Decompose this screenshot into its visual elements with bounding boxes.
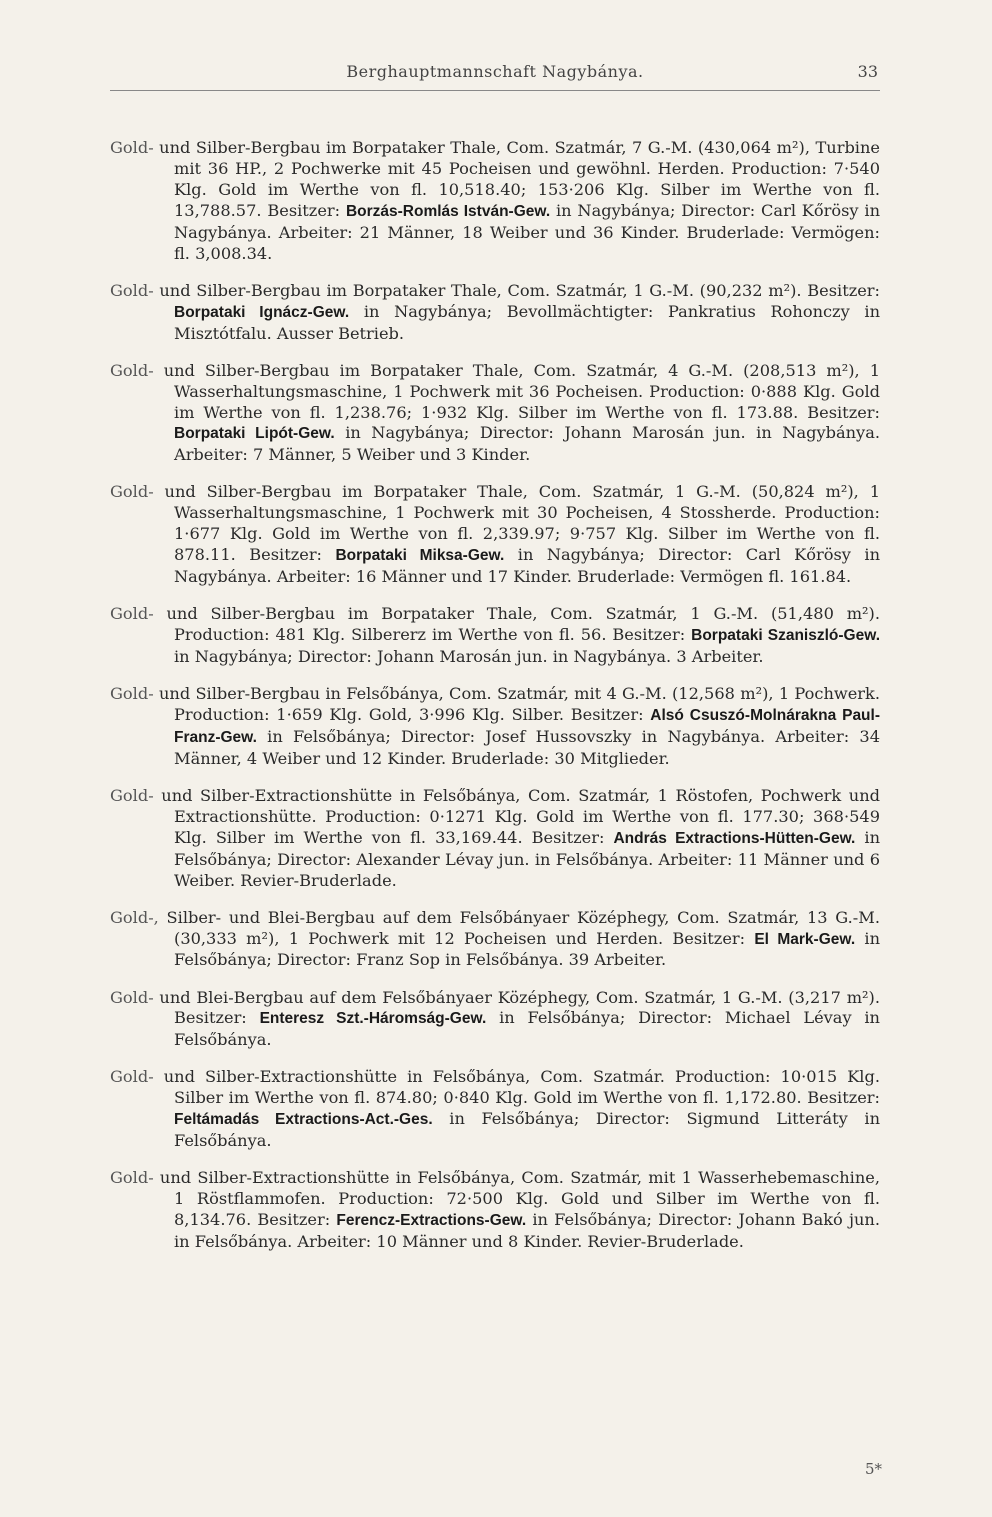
entry-lead-word: Gold- <box>110 987 154 1007</box>
entry-owner: Borpataki Ignácz-Gew. <box>174 303 350 321</box>
mining-entry <box>110 1067 880 1152</box>
entry-lead-word: Gold- <box>110 684 154 704</box>
running-header <box>110 60 880 91</box>
entry-owner: El Mark-Gew. <box>754 930 856 948</box>
entry-text-tail: in Felsőbánya; Director: Sigmund Litteráty in Felsőbánya. <box>174 1109 880 1151</box>
mining-entry <box>110 988 880 1052</box>
mining-entry <box>110 908 880 972</box>
mining-entry <box>110 482 880 588</box>
entry-lead-word: Gold- <box>110 604 154 624</box>
mining-entry <box>110 138 880 264</box>
entries-list <box>110 122 880 1263</box>
entry-text-tail: in Nagybánya; Director: Johann Marosán jun. in Nagybánya. 3 Arbeiter. <box>174 646 764 666</box>
entry-text: und Silber-Bergbau im Borpataker Thale, Com. Szatmár, 4 G.-M. (208,513 m²), 1 Wasserhaltungsmaschine, 1 Pochwerk mit 36 Pocheisen. Production: 0·888 Klg. Gold im Werthe von fl. 1,238.76; 1·932 Klg. Silber im Werthe von fl. 173.88. Besitzer: <box>153 360 880 422</box>
entry-lead-word: Gold-, <box>110 907 159 927</box>
page-number: 33 <box>857 62 878 81</box>
entry-text: und Silber-Bergbau im Borpataker Thale, Com. Szatmár, 1 G.-M. (50,824 m²), 1 Wasserhaltungsmaschine, 1 Pochwerk mit 30 Pocheisen, 4 Stossherde. Production: 1·677 Klg. Gold im Werthe von fl. 2,339.97; 9·757 Klg. Silber im Werthe von fl. 878.11. Besitzer: <box>153 482 880 565</box>
entry-lead-word: Gold- <box>110 1168 154 1188</box>
entry-text-tail: in Nagybánya; Director: Johann Marosán jun. in Nagybánya. Arbeiter: 7 Männer, 5 Weiber und 3 Kinder. <box>174 423 880 465</box>
mining-entry <box>110 281 880 345</box>
mining-entry <box>110 361 880 467</box>
entry-text: und Silber-Extractionshütte in Felsőbánya, Com. Szatmár, mit 1 Wasserhebemaschine, 1 Röstflammofen. Production: 72·500 Klg. Gold und Silber im Werthe von fl. 8,134.76. Besitzer: <box>153 1168 880 1230</box>
entry-lead-word: Gold- <box>110 785 154 805</box>
entry-text-tail: in Nagybánya; Bevollmächtigter: Pankratius Rohonczy in Misztótfalu. Ausser Betrieb. <box>174 301 880 343</box>
entry-lead-word: Gold- <box>110 482 154 502</box>
mining-entry <box>110 1168 880 1253</box>
entry-owner: Borpataki Lipót-Gew. <box>174 425 335 443</box>
entry-lead-word: Gold- <box>110 360 154 380</box>
entry-text: und Silber-Extractionshütte in Felsőbánya, Com. Szatmár. Production: 10·015 Klg. Silber im Werthe von fl. 874.80; 0·840 Klg. Gold im Werthe von fl. 1,172.80. Besitzer: <box>153 1067 880 1108</box>
mining-entry <box>110 786 880 892</box>
entry-text-tail: in Nagybánya; Director: Carl Kőrösy in Nagybánya. Arbeiter: 16 Männer und 17 Kinder. Bruderlade: Vermögen fl. 161.84. <box>174 545 880 587</box>
entry-text-tail: in Felsőbánya; Director: Josef Hussovszky in Nagybánya. Arbeiter: 34 Männer, 4 Weiber und 12 Kinder. Bruderlade: 30 Mitglieder. <box>174 726 880 768</box>
entry-owner: Borzás-Romlás István-Gew. <box>345 202 551 220</box>
entry-text: und Blei-Bergbau auf dem Felsőbányaer Középhegy, Com. Szatmár, 1 G.-M. (3,217 m²). Besitzer: <box>153 987 880 1028</box>
entry-text: Silber- und Blei-Bergbau auf dem Felsőbányaer Középhegy, Com. Szatmár, 13 G.-M. (30,333 m²), 1 Pochwerk mit 12 Pocheisen und Herden. Besitzer: <box>158 907 880 948</box>
entry-owner: Enteresz Szt.-Háromság-Gew. <box>259 1010 487 1028</box>
mining-entry <box>110 684 880 770</box>
entry-lead-word: Gold- <box>110 1067 154 1087</box>
entry-owner: Borpataki Szaniszló-Gew. <box>691 627 880 645</box>
entry-text: und Silber-Extractionshütte in Felsőbánya, Com. Szatmár, 1 Röstofen, Pochwerk und Extractionshütte. Production: 0·1271 Klg. Gold im Werthe von fl. 177.30; 368·549 Klg. Silber im Werthe von fl. 33,169.44. Besitzer: <box>153 785 880 847</box>
entry-text: und Silber-Bergbau im Borpataker Thale, Com. Szatmár, 1 G.-M. (90,232 m²). Besitzer: <box>153 280 880 300</box>
entry-owner: Ferencz-Extractions-Gew. <box>336 1212 527 1230</box>
entry-text-tail: in Nagybánya; Director: Carl Kőrösy in Nagybánya. Arbeiter: 21 Männer, 18 Weiber und 36 Kinder. Bruderlade: Vermögen: fl. 3,008.34. <box>174 200 880 263</box>
entry-text: und Silber-Bergbau im Borpataker Thale, Com. Szatmár, 7 G.-M. (430,064 m²), Turbine mit 36 HP., 2 Pochwerke mit 45 Pocheisen und gewöhnl. Herden. Production: 7·540 Klg. Gold im Werthe von fl. 10,518.40; 153·206 Klg. Silber im Werthe von fl. 13,788.57. Besitzer: <box>153 138 880 220</box>
mining-entry <box>110 604 880 668</box>
entry-lead-word: Gold- <box>110 280 154 300</box>
entry-owner: Alsó Csuszó-Molnárakna Paul-Franz-Gew. <box>174 706 880 746</box>
entry-owner: Borpataki Miksa-Gew. <box>335 547 505 565</box>
entry-owner: Feltámadás Extractions-Act.-Ges. <box>174 1111 433 1129</box>
entry-text-tail: in Felsőbánya; Director: Franz Sop in Felsőbánya. 39 Arbeiter. <box>174 928 881 970</box>
entry-owner: András Extractions-Hütten-Gew. <box>613 829 856 847</box>
signature-mark: 5* <box>864 1460 882 1478</box>
entry-lead-word: Gold- <box>110 138 154 158</box>
entry-text-tail: in Felsőbánya; Director: Michael Lévay in Felsőbánya. <box>174 1008 880 1050</box>
running-title: Berghauptmannschaft Nagybánya. <box>346 62 644 81</box>
entry-text-tail: in Felsőbánya; Director: Johann Bakó jun. in Felsőbánya. Arbeiter: 10 Männer und 8 Kinder. Revier-Bruderlade. <box>174 1210 880 1251</box>
entry-text: und Silber-Bergbau in Felsőbánya, Com. Szatmár, mit 4 G.-M. (12,568 m²), 1 Pochwerk. Production: 1·659 Klg. Gold, 3·996 Klg. Silber. Besitzer: <box>153 684 880 724</box>
entry-text-tail: in Felsőbánya; Director: Alexander Lévay jun. in Felsőbánya. Arbeiter: 11 Männer und 6 Weiber. Revier-Bruderlade. <box>174 827 881 890</box>
entry-text: und Silber-Bergbau im Borpataker Thale, Com. Szatmár, 1 G.-M. (51,480 m²). Production: 481 Klg. Silbererz im Werthe von fl. 56. Besitzer: <box>153 604 880 645</box>
